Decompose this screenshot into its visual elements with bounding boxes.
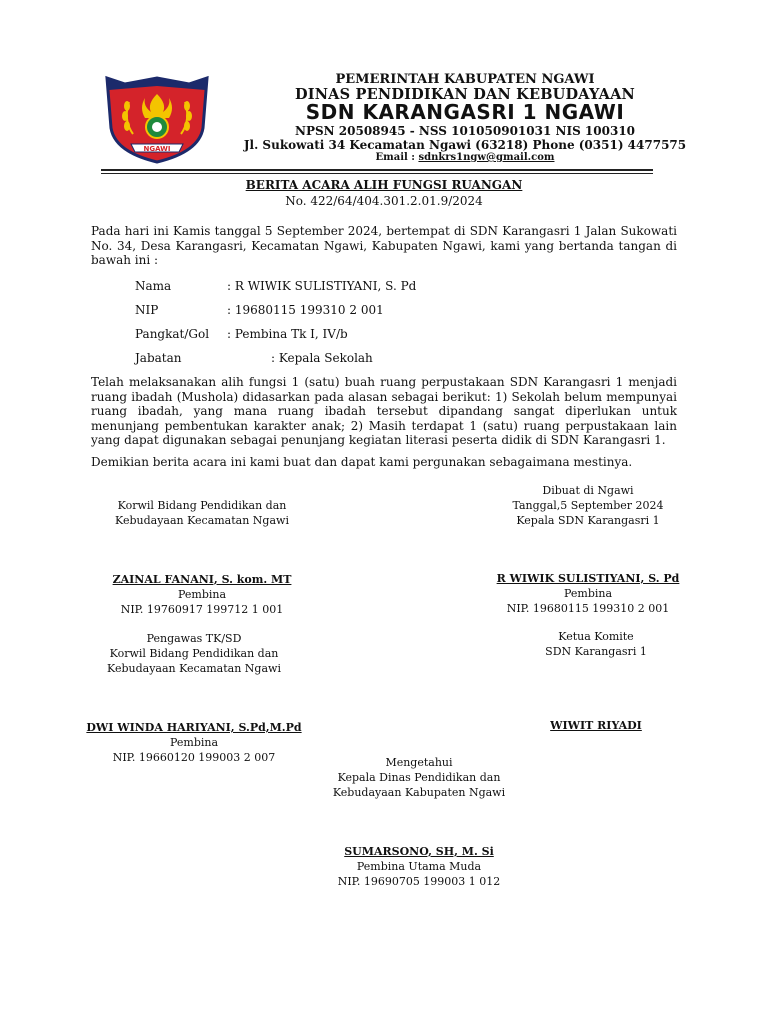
supervisor-name: DWI WINDA HARIYANI, S.Pd,M.Pd xyxy=(86,721,302,734)
korwil-role-line1: Korwil Bidang Pendidikan dan xyxy=(117,499,287,512)
signature-korwil-title xyxy=(92,498,312,528)
svg-text:NGAWI: NGAWI xyxy=(143,145,171,153)
signature-head xyxy=(309,844,529,889)
signature-committee-title xyxy=(486,629,706,659)
field-value-rank: : Pembina Tk I, IV/b xyxy=(227,327,348,341)
head-rank: Pembina Utama Muda xyxy=(356,860,482,873)
korwil-name: ZAINAL FANANI, S. kom. MT xyxy=(112,573,292,586)
signature-supervisor-title xyxy=(84,631,304,676)
field-label-nip: NIP xyxy=(135,303,159,317)
principal-name: R WIWIK SULISTIYANI, S. Pd xyxy=(496,572,680,585)
supervisor-role-line3: Kebudayaan Kecamatan Ngawi xyxy=(107,662,281,675)
korwil-nip: NIP. 19760917 199712 1 001 xyxy=(120,603,284,616)
body-paragraph: Telah melaksanakan alih fungsi 1 (satu) buah ruang perpustakaan SDN Karangasri 1 menjadi ruang ibadah (Mushola) didasarkan pada alasan sebagai berikut: 1) Sekolah belum mempunyai ruang ibadah, yang mana ruang ibadah tersebut dipandang sangat diperlukan untuk menunjang pembentukan karakter anak; 2) Masih terdapat 1 (satu) ruang perpustakaan lain yang dapat digunakan sebagai penunjang kegiatan literasi peserta didik di SDN Karangasri 1. xyxy=(91,375,677,447)
document-number: No. 422/64/404.301.2.01.9/2024 xyxy=(285,194,483,208)
korwil-role-line2: Kebudayaan Kecamatan Ngawi xyxy=(115,514,289,527)
head-role-line2: Kepala Dinas Pendidikan dan xyxy=(337,771,501,784)
field-label-name: Nama xyxy=(135,279,172,293)
regency-logo xyxy=(103,72,211,164)
field-label-rank: Pangkat/Gol xyxy=(135,327,210,341)
committee-name: WIWIT RIYADI xyxy=(550,719,642,732)
field-label-position: Jabatan xyxy=(135,351,182,365)
principal-rank: Pembina xyxy=(563,587,613,600)
letterhead-email xyxy=(215,152,715,163)
intro-paragraph: Pada hari ini Kamis tanggal 5 September 2024, bertempat di SDN Karangasri 1 Jalan Sukowati No. 34, Desa Karangasri, Kecamatan Ngawi, Kabupaten Ngawi, kami yang bertanda tangan di bawah ini : xyxy=(91,224,677,267)
signature-korwil xyxy=(92,572,312,617)
letterhead-rule-thin xyxy=(101,173,653,174)
supervisor-role-line2: Korwil Bidang Pendidikan dan xyxy=(109,647,279,660)
closing-paragraph: Demikian berita acara ini kami buat dan dapat kami pergunakan sebagaimana mestinya. xyxy=(91,455,633,469)
field-value-position: : Kepala Sekolah xyxy=(271,351,373,365)
letterhead-ids: NPSN 20508945 - NSS 101050901031 NIS 100310 xyxy=(294,124,636,138)
email-label: Email : xyxy=(375,152,419,163)
letterhead-school-name: SDN KARANGASRI 1 NGAWI xyxy=(305,100,625,124)
letterhead-address: Jl. Sukowati 34 Kecamatan Ngawi (63218) Phone (0351) 4477575 xyxy=(243,138,687,152)
signature-supervisor xyxy=(74,720,314,765)
letterhead-government: PEMERINTAH KABUPATEN NGAWI xyxy=(335,72,595,87)
email-link[interactable]: sdnkrs1ngw@gmail.com xyxy=(418,152,555,163)
signature-principal xyxy=(478,571,698,616)
principal-role: Kepala SDN Karangasri 1 xyxy=(516,514,660,527)
field-value-nip: : 19680115 199310 2 001 xyxy=(227,303,384,317)
principal-nip: NIP. 19680115 199310 2 001 xyxy=(506,602,670,615)
committee-role-line2: SDN Karangasri 1 xyxy=(545,645,647,658)
letterhead-agency: DINAS PENDIDIKAN DAN KEBUDAYAAN xyxy=(294,86,636,103)
head-role-line1: Mengetahui xyxy=(385,756,453,769)
head-nip: NIP. 19690705 199003 1 012 xyxy=(337,875,501,888)
korwil-rank: Pembina xyxy=(177,588,227,601)
principal-made-in: Dibuat di Ngawi xyxy=(542,484,634,497)
supervisor-role-line1: Pengawas TK/SD xyxy=(146,632,242,645)
field-value-name: : R WIWIK SULISTIYANI, S. Pd xyxy=(227,279,417,293)
head-name: SUMARSONO, SH, M. Si xyxy=(344,845,494,858)
signature-principal-title xyxy=(478,483,698,528)
letterhead-rule-thick xyxy=(101,169,653,171)
supervisor-rank: Pembina xyxy=(169,736,219,749)
signature-committee xyxy=(486,718,706,733)
head-role-line3: Kebudayaan Kabupaten Ngawi xyxy=(332,786,506,799)
committee-role-line1: Ketua Komite xyxy=(558,630,634,643)
document-title: BERITA ACARA ALIH FUNGSI RUANGAN xyxy=(245,178,523,192)
principal-date: Tanggal,5 September 2024 xyxy=(512,499,664,512)
supervisor-nip: NIP. 19660120 199003 2 007 xyxy=(112,751,276,764)
signature-head-title xyxy=(309,755,529,800)
